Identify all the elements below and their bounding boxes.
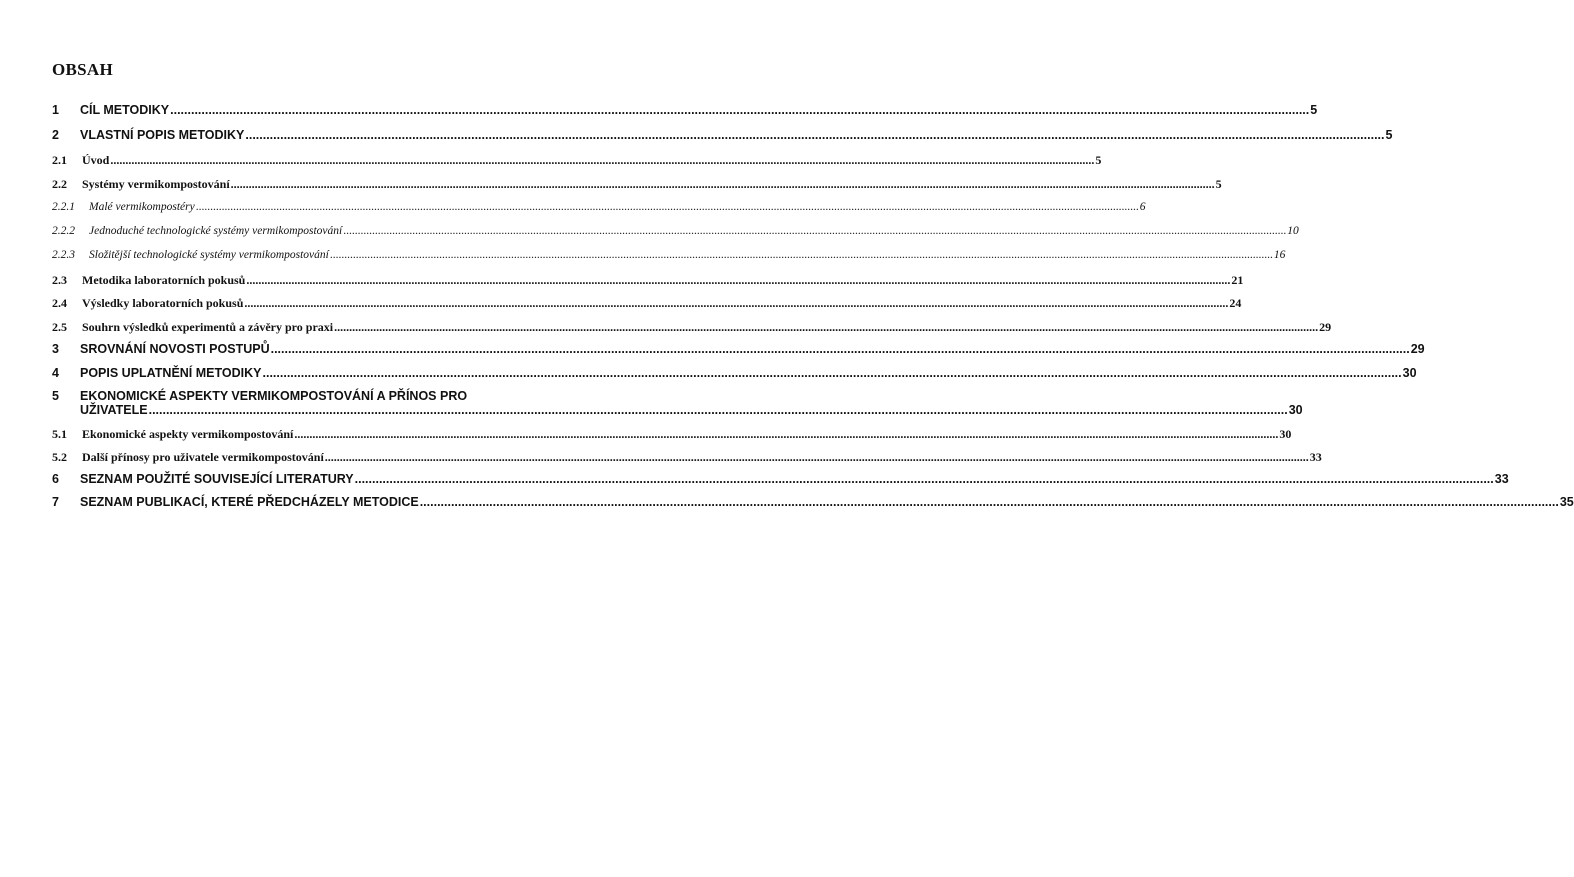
dot-leader	[330, 249, 1273, 261]
toc-title: POPIS UPLATNĚNÍ METODIKY	[80, 366, 262, 380]
dot-leader	[170, 103, 1309, 117]
toc-entry-2[interactable]	[52, 128, 1393, 142]
toc-number: 3	[52, 342, 59, 356]
toc-page-number: 6	[1139, 201, 1146, 213]
toc-page-number: 30	[1279, 427, 1292, 441]
dot-leader	[196, 201, 1139, 213]
toc-entry-2-2-1[interactable]	[52, 201, 1146, 213]
toc-page-number: 5	[1095, 153, 1102, 167]
toc-title: Výsledky laboratorních pokusů	[82, 296, 244, 310]
toc-entry-2-5[interactable]	[52, 320, 1332, 335]
toc-number: 2.2.3	[52, 249, 75, 261]
toc-entry-5-2[interactable]	[52, 450, 1322, 465]
toc-title: SEZNAM POUŽITÉ SOUVISEJÍCÍ LITERATURY	[80, 472, 354, 486]
toc-page-number: 33	[1309, 450, 1322, 464]
toc-number: 2.2.1	[52, 201, 75, 213]
toc-number: 2.4	[52, 296, 67, 310]
toc-title: Další přínosy pro uživatele vermikompostování	[82, 450, 324, 464]
toc-page-number: 5	[1385, 128, 1393, 142]
toc-title: Úvod	[82, 153, 110, 167]
toc-heading: OBSAH	[52, 60, 114, 79]
toc-title: SEZNAM PUBLIKACÍ, KTERÉ PŘEDCHÁZELY METODICE	[80, 495, 419, 509]
toc-number: 2.2	[52, 177, 67, 191]
toc-title: Jednoduché technologické systémy vermikompostování	[89, 225, 343, 237]
toc-entry-4[interactable]	[52, 366, 1417, 380]
toc-page-number: 5	[1215, 177, 1222, 191]
toc-entry-5-1[interactable]	[52, 427, 1292, 442]
toc-number: 1	[52, 103, 59, 117]
toc-entry-2-4[interactable]	[52, 296, 1242, 311]
toc-number: 5.1	[52, 427, 67, 441]
toc-number: 2.3	[52, 273, 67, 287]
dot-leader	[294, 427, 1278, 442]
toc-title: CÍL METODIKY	[80, 103, 170, 117]
toc-page-number: 16	[1273, 249, 1286, 261]
toc-entry-1[interactable]	[52, 103, 1318, 117]
dot-leader	[355, 472, 1494, 486]
toc-title: Ekonomické aspekty vermikompostování	[82, 427, 294, 441]
toc-title: Souhrn výsledků experimentů a závěry pro praxi	[82, 320, 334, 334]
dot-leader	[110, 153, 1094, 168]
toc-entry-2-2-3[interactable]	[52, 249, 1286, 261]
toc-number: 4	[52, 366, 59, 380]
dot-leader	[231, 177, 1215, 192]
toc-number: 6	[52, 472, 59, 486]
toc-entry-2-1[interactable]	[52, 153, 1102, 168]
toc-entry-7[interactable]	[52, 495, 1574, 509]
toc-entry-3[interactable]	[52, 342, 1425, 356]
toc-number: 5	[52, 389, 59, 403]
toc-page-number: 29	[1410, 342, 1425, 356]
toc-title: Malé vermikompostéry	[89, 201, 195, 213]
toc-number: 5.2	[52, 450, 67, 464]
dot-leader	[325, 450, 1309, 465]
toc-number: 2.5	[52, 320, 67, 334]
toc-number: 7	[52, 495, 59, 509]
toc-title-continued: UŽIVATELE	[80, 403, 148, 417]
dot-leader	[246, 273, 1230, 288]
toc-entry-2-2[interactable]	[52, 177, 1222, 192]
toc-title: Složitější technologické systémy vermikompostování	[89, 249, 329, 261]
toc-entry-5[interactable]	[52, 389, 1303, 417]
toc-page-number: 24	[1229, 296, 1242, 310]
toc-number: 2.2.2	[52, 225, 75, 237]
dot-leader	[271, 342, 1410, 356]
dot-leader	[263, 366, 1402, 380]
toc-title: Systémy vermikompostování	[82, 177, 230, 191]
toc-entry-2-2-2[interactable]	[52, 225, 1299, 237]
toc-title: VLASTNÍ POPIS METODIKY	[80, 128, 245, 142]
toc-page-number: 29	[1319, 320, 1332, 334]
dot-leader	[334, 320, 1318, 335]
toc-page-number: 30	[1288, 403, 1303, 417]
toc-page-number: 21	[1231, 273, 1244, 287]
toc-entry-2-3[interactable]	[52, 273, 1244, 288]
dot-leader	[244, 296, 1228, 311]
toc-page-number: 30	[1402, 366, 1417, 380]
toc-page-number: 35	[1559, 495, 1574, 509]
dot-leader	[149, 403, 1288, 417]
toc-page-number: 33	[1494, 472, 1509, 486]
toc-number: 2	[52, 128, 59, 142]
toc-title: Metodika laboratorních pokusů	[82, 273, 246, 287]
toc-number: 2.1	[52, 153, 67, 167]
toc-page-number: 10	[1287, 225, 1299, 237]
toc-title: EKONOMICKÉ ASPEKTY VERMIKOMPOSTOVÁNÍ A PŘÍNOS PRO	[80, 389, 468, 403]
toc-page-number: 5	[1310, 103, 1318, 117]
dot-leader	[245, 128, 1384, 142]
dot-leader	[420, 495, 1559, 509]
dot-leader	[343, 225, 1286, 237]
toc-title: SROVNÁNÍ NOVOSTI POSTUPŮ	[80, 342, 270, 356]
toc-entry-6[interactable]	[52, 472, 1509, 486]
